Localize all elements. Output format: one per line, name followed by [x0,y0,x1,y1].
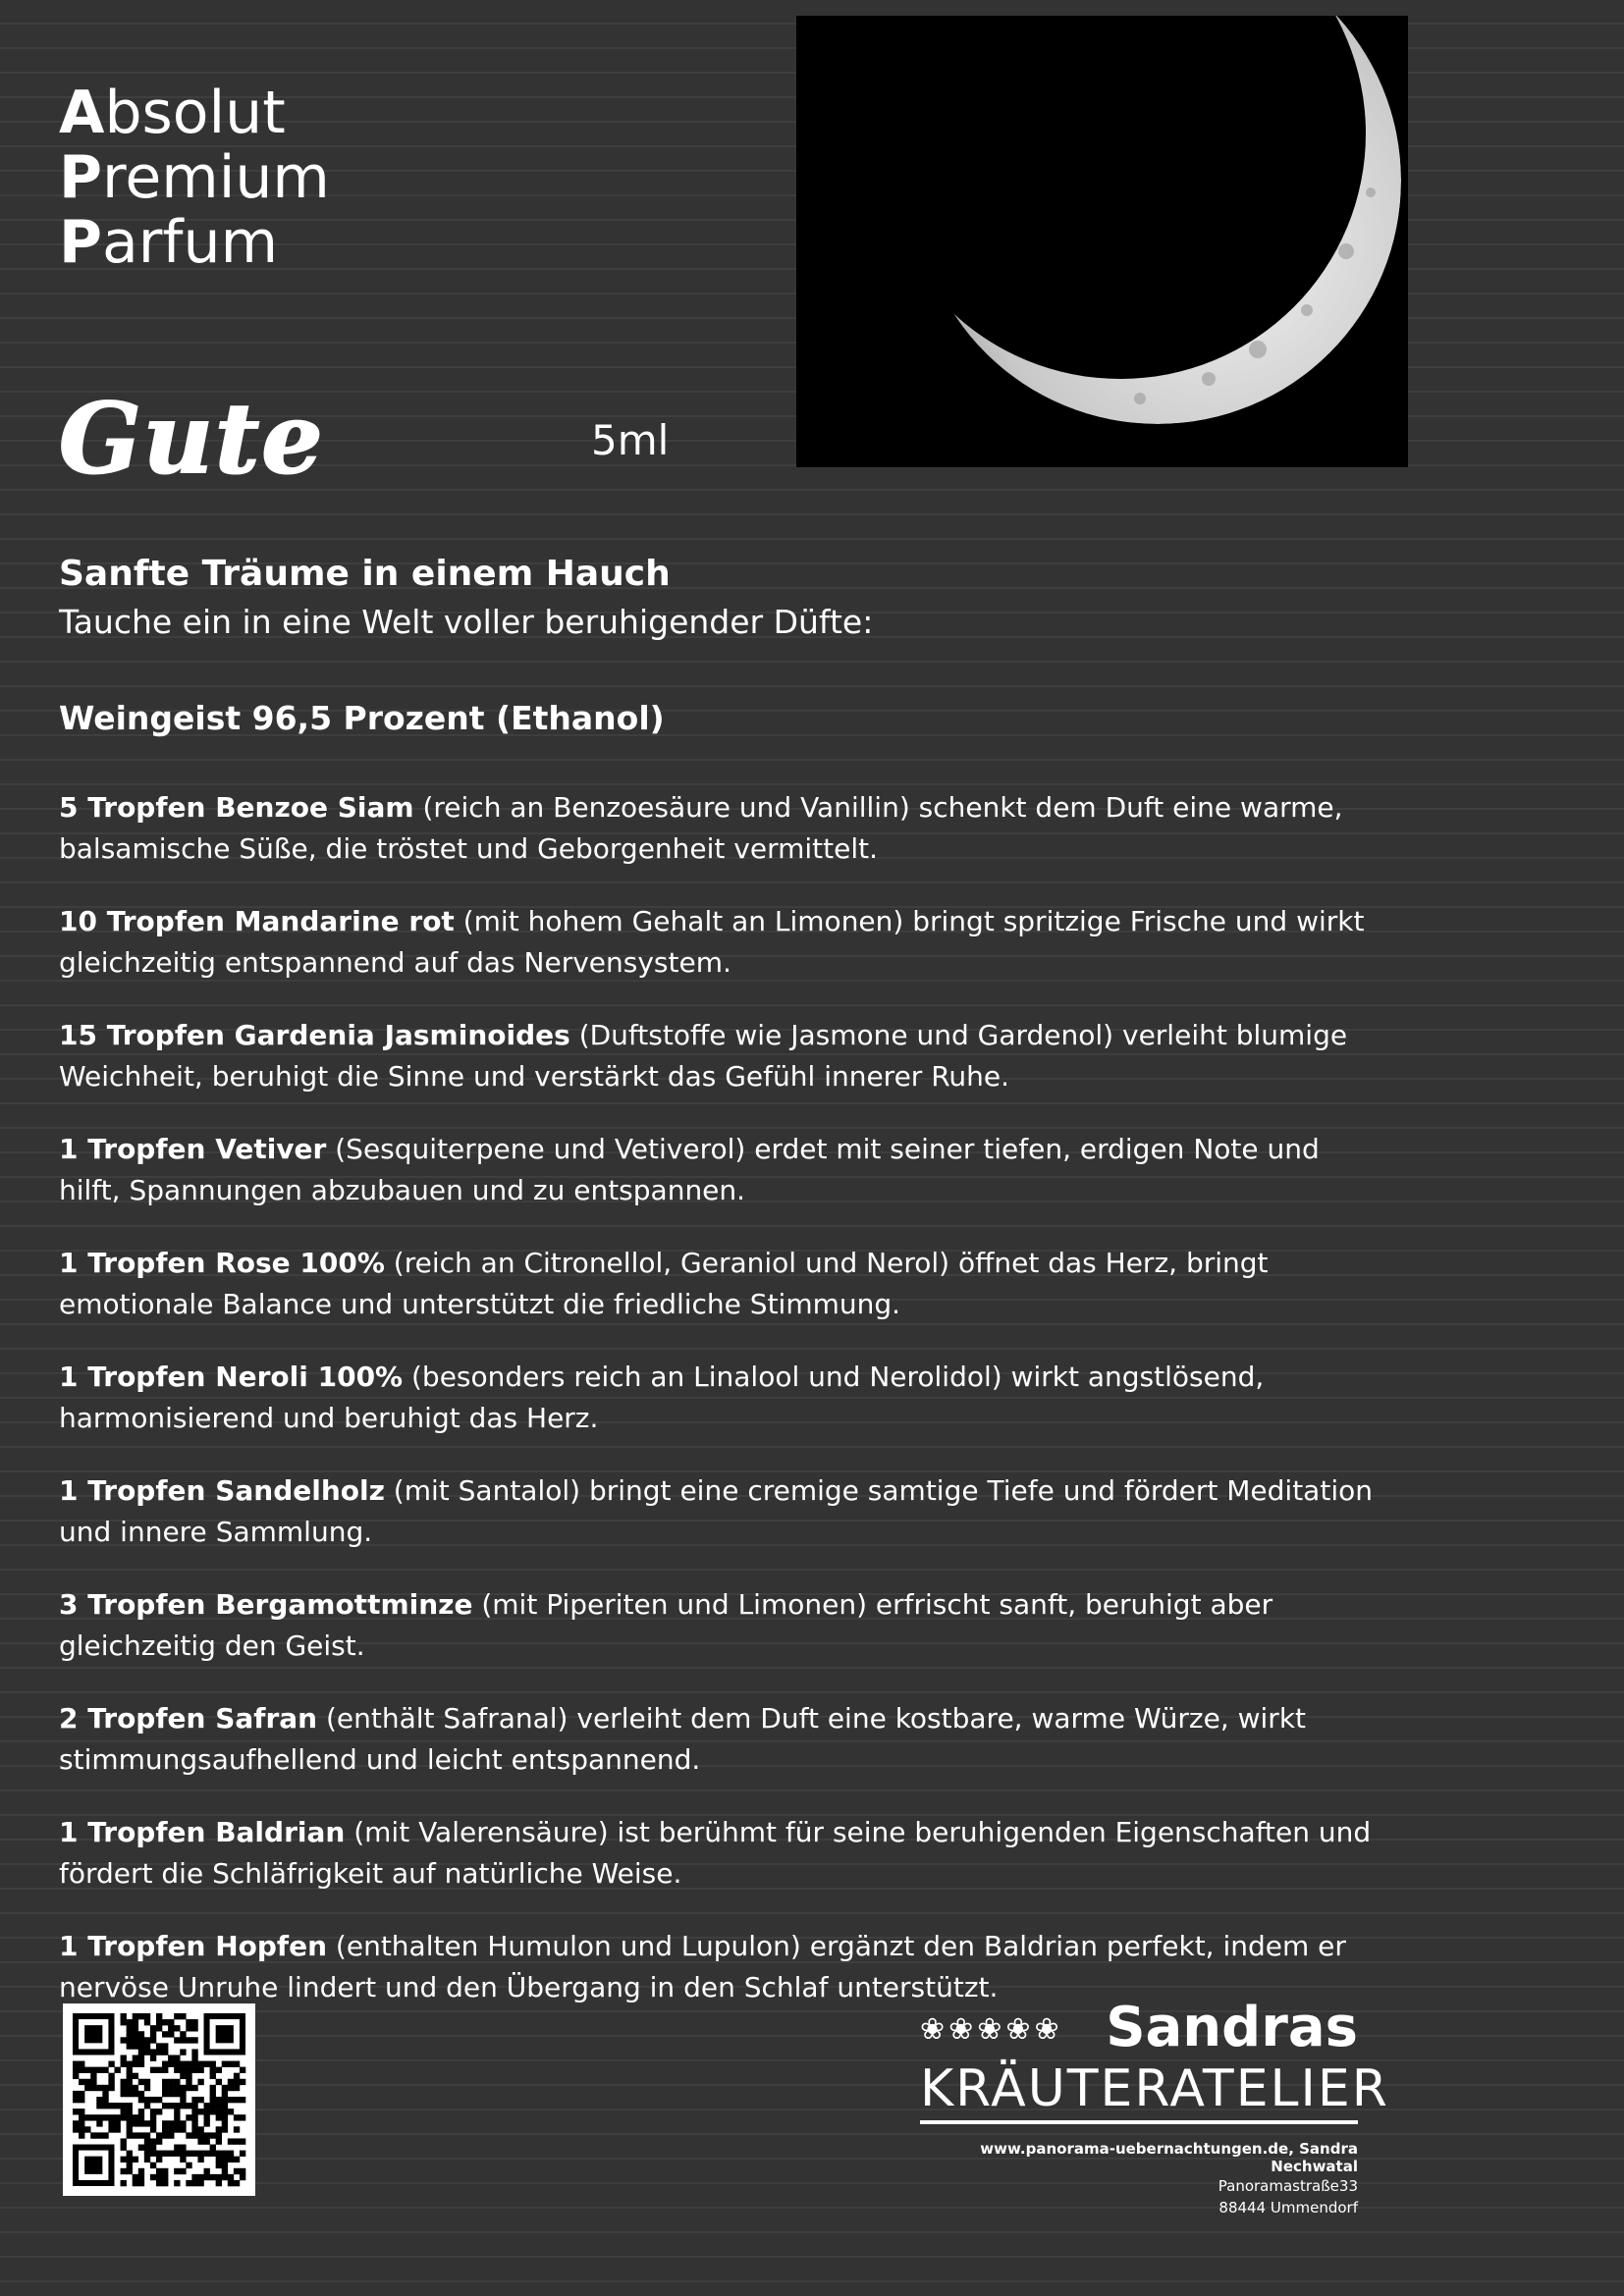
headline: Sanfte Träume in einem Hauch [59,554,671,594]
ingredient-item: 1 Tropfen Hopfen (enthalten Humulon und Lupulon) ergänzt den Baldrian perfekt, indem er nervöse Unruhe lindert und den Übergang in den Schlaf unterstützt. [59,1930,1346,2003]
logo-subtitle: KRÄUTERATELIER [920,2059,1358,2124]
logo-website[interactable]: www.panorama-uebernachtungen.de, Sandra Nechwatal [980,2140,1358,2175]
ingredient-item: 1 Tropfen Baldrian (mit Valerensäure) ist berühmt für seine beruhigenden Eigenschaften und fördert die Schläfrigkeit auf natürliche Weise. [59,1816,1372,1890]
logo-street: Panoramastraße33 [1218,2177,1358,2195]
ingredient-item: 1 Tropfen Rose 100% (reich an Citronellol, Geraniol und Nerol) öffnet das Herz, bringt emotionale Balance und unterstützt die friedliche Stimmung. [59,1247,1269,1320]
logo-name: Sandras [1106,1996,1358,2059]
flower-icons: ❀❀❀❀❀ [920,2012,1063,2047]
brand-title [59,80,330,275]
ingredient-item: 10 Tropfen Mandarine rot (mit hohem Gehalt an Limonen) bringt spritzige Frische und wirkt gleichzeitig entspannend auf das Nervensystem. [59,905,1365,979]
brand-line-absolut: Absolut [59,79,286,147]
qr-code[interactable] [63,2003,255,2196]
subline: Tauche ein in eine Welt voller beruhigender Düfte: [59,603,874,641]
brand-line-parfum: Parfum [59,208,279,277]
ingredient-item: 3 Tropfen Bergamottminze (mit Piperiten und Limonen) erfrischt sanft, beruhigt aber gleichzeitig den Geist. [59,1588,1273,1662]
ingredient-item: 15 Tropfen Gardenia Jasminoides (Duftstoffe wie Jasmone und Gardenol) verleiht blumige Weichheit, beruhigt die Sinne und verstärkt das Gefühl innerer Ruhe. [59,1019,1348,1093]
ingredient-item: 1 Tropfen Sandelholz (mit Santalol) bringt eine cremige samtige Tiefe und fördert Meditation und innere Sammlung. [59,1474,1373,1548]
ingredient-item: 1 Tropfen Vetiver (Sesquiterpene und Vetiverol) erdet mit seiner tiefen, erdigen Note und hilft, Spannungen abzubauen und zu entspannen. [59,1133,1320,1206]
product-size: 5ml [591,416,670,464]
moon-image [796,16,1408,467]
atelier-logo [920,1996,1389,2218]
logo-city: 88444 Ummendorf [1218,2199,1358,2216]
base-ingredient: Weingeist 96,5 Prozent (Ethanol) [59,699,665,737]
product-name: Gute [59,383,325,496]
ingredient-list [59,787,1375,2040]
brand-line-premium: Premium [59,143,330,212]
crescent-moon-icon [796,16,1408,467]
ingredient-item: 2 Tropfen Safran (enthält Safranal) verleiht dem Duft eine kostbare, warme Würze, wirkt stimmungsaufhellend und leicht entspannend. [59,1702,1307,1776]
ingredient-item: 5 Tropfen Benzoe Siam (reich an Benzoesäure und Vanillin) schenkt dem Duft eine warme, balsamische Süße, die tröstet und Geborgenheit vermittelt. [59,791,1343,865]
ingredient-item: 1 Tropfen Neroli 100% (besonders reich an Linalool und Nerolidol) wirkt angstlösend, harmonisierend und beruhigt das Herz. [59,1361,1265,1434]
qr-code-icon [63,2003,255,2196]
